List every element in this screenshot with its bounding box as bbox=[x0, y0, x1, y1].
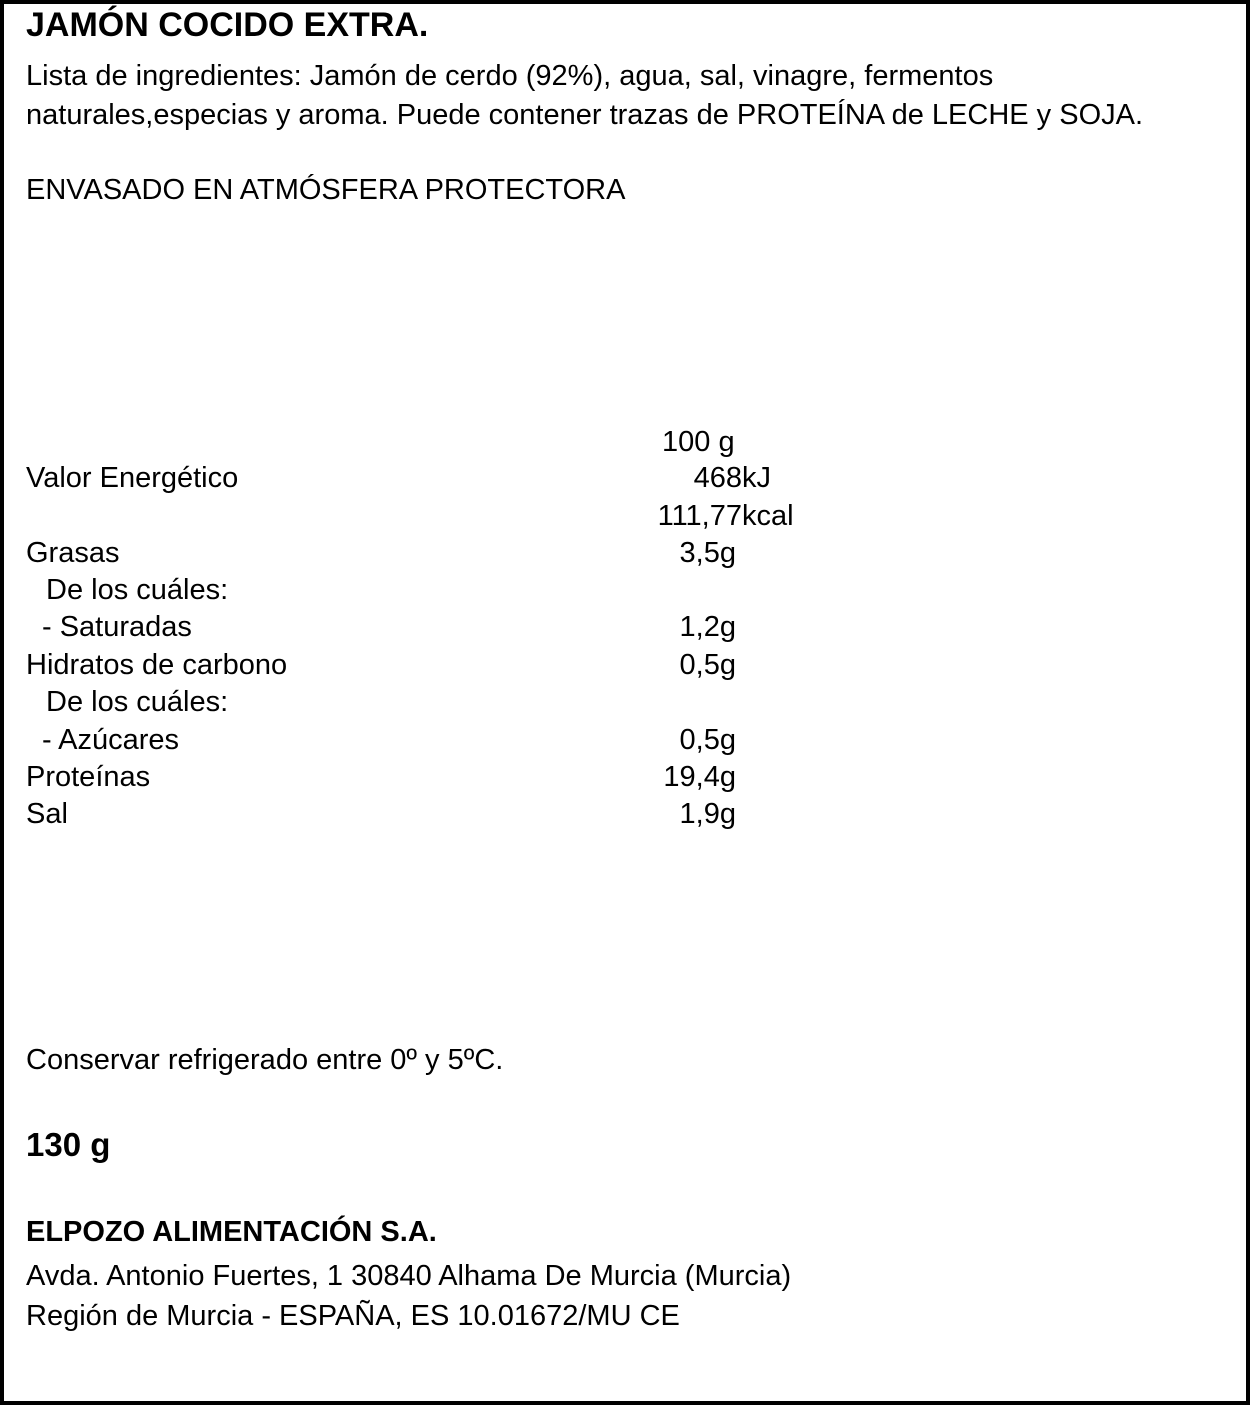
packaging-note: ENVASADO EN ATMÓSFERA PROTECTORA bbox=[26, 174, 626, 206]
nutrition-label: - Saturadas bbox=[42, 611, 192, 643]
company-address: Avda. Antonio Fuertes, 1 30840 Alhama De Murcia (Murcia) bbox=[26, 1260, 792, 1292]
net-weight: 130 g bbox=[26, 1126, 111, 1163]
nutrition-value: 0,5g bbox=[679, 649, 736, 681]
nutrition-unit: kJ bbox=[742, 462, 771, 494]
nutrition-label: - Azúcares bbox=[42, 724, 179, 756]
nutrition-value: 3,5g bbox=[679, 537, 736, 569]
nutrition-value: 19,4g bbox=[663, 761, 736, 793]
nutrition-row-energy-kcal bbox=[26, 500, 926, 532]
nutrition-row-salt bbox=[26, 798, 926, 830]
ingredients-text: Lista de ingredientes: Jamón de cerdo (92%), agua, sal, vinagre, fermentos naturales,especias y aroma. Puede contener trazas de PROTEÍNA de LECHE y SOJA. bbox=[26, 60, 1144, 131]
product-title: JAMÓN COCIDO EXTRA. bbox=[26, 6, 429, 44]
nutrition-row-energy-kj bbox=[26, 462, 926, 494]
nutrition-row-fat bbox=[26, 537, 926, 569]
nutrition-row-sugars bbox=[26, 724, 926, 756]
nutrition-label: Valor Energético bbox=[26, 462, 239, 494]
nutrition-value: 1,9g bbox=[679, 798, 736, 830]
company-name: ELPOZO ALIMENTACIÓN S.A. bbox=[26, 1216, 437, 1248]
nutrition-header: 100 g bbox=[662, 426, 735, 458]
nutrition-value: 0,5g bbox=[679, 724, 736, 756]
company-registry: Región de Murcia - ESPAÑA, ES 10.01672/MU CE bbox=[26, 1300, 680, 1332]
nutrition-row-protein bbox=[26, 761, 926, 793]
nutrition-label: Proteínas bbox=[26, 761, 151, 793]
nutrition-unit: kcal bbox=[742, 500, 794, 532]
nutrition-label: De los cuáles: bbox=[46, 574, 229, 606]
nutrition-value: 468 bbox=[693, 462, 742, 494]
nutrition-row-of-which bbox=[26, 686, 926, 718]
nutrition-row-of-which bbox=[26, 574, 926, 606]
nutrition-row-saturated bbox=[26, 611, 926, 643]
nutrition-label: Sal bbox=[26, 798, 68, 830]
nutrition-label: Hidratos de carbono bbox=[26, 649, 288, 681]
nutrition-label: De los cuáles: bbox=[46, 686, 229, 718]
nutrition-value: 111,77 bbox=[657, 500, 742, 532]
nutrition-label: Grasas bbox=[26, 537, 120, 569]
nutrition-row-carbs bbox=[26, 649, 926, 681]
nutrition-value: 1,2g bbox=[679, 611, 736, 643]
storage-instructions: Conservar refrigerado entre 0º y 5ºC. bbox=[26, 1044, 504, 1076]
